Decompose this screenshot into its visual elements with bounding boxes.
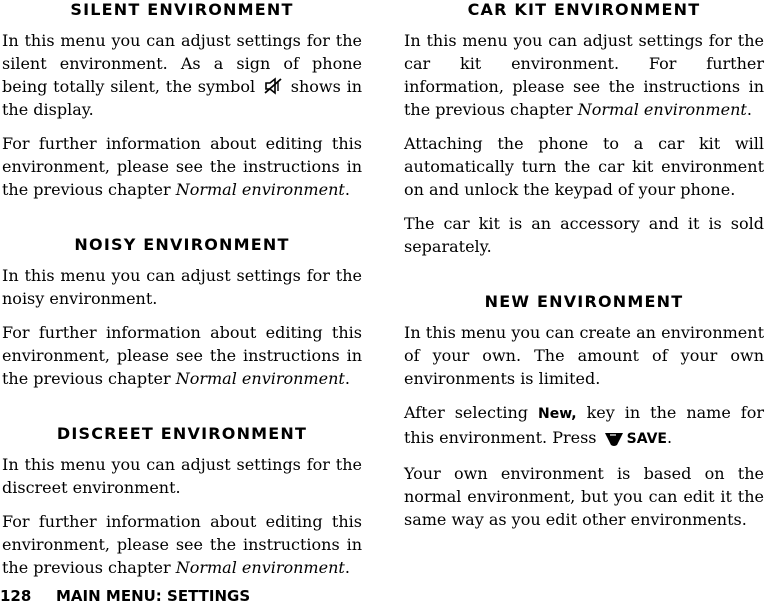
new-env-paragraph-1: In this menu you can create an environment of your own. The amount of your own environments is limited. bbox=[404, 323, 764, 388]
new-env-p2-text-b: key in the name for this environment. Press bbox=[404, 403, 764, 447]
new-env-p2-text-a: After selecting bbox=[404, 403, 539, 422]
noisy-paragraph-1: In this menu you can adjust settings for the noisy environment. bbox=[2, 266, 362, 308]
discreet-p2-text: For further information about editing this environment, please see the instructions in the previous chapter bbox=[2, 512, 362, 577]
carkit-paragraph-1 bbox=[404, 29, 764, 121]
new-option-label: New, bbox=[538, 406, 577, 422]
carkit-paragraph-2: Attaching the phone to a car kit will automatically turn the car kit environment on and unlock the keypad of your phone. bbox=[404, 134, 764, 199]
new-env-paragraph-2 bbox=[404, 401, 764, 451]
carkit-paragraph-3: The car kit is an accessory and it is sold separately. bbox=[404, 214, 764, 256]
noisy-chapter-ref: Normal environment bbox=[175, 369, 345, 388]
new-env-heading: NEW ENVIRONMENT bbox=[484, 292, 684, 311]
section-title: MAIN MENU: SETTINGS bbox=[56, 587, 251, 605]
silent-chapter-ref: Normal environment bbox=[175, 180, 345, 199]
noisy-heading: NOISY ENVIRONMENT bbox=[74, 235, 290, 254]
silent-p1-text: In this menu you can adjust settings for the silent environment. As a sign of phone being totally silent, the symbol bbox=[2, 31, 362, 96]
softkey-icon bbox=[604, 431, 624, 447]
page-number: 128 bbox=[0, 587, 32, 605]
silent-paragraph-2 bbox=[2, 132, 362, 201]
silent-p1-text-after: shows in the display. bbox=[2, 77, 363, 119]
silent-p2-text: For further information about editing this environment, please see the instructions in the previous chapter bbox=[2, 134, 362, 199]
noisy-p2-text: For further information about editing this environment, please see the instructions in the previous chapter bbox=[2, 323, 362, 388]
discreet-heading: DISCREET ENVIRONMENT bbox=[56, 424, 308, 443]
silent-p2-period: . bbox=[344, 180, 350, 199]
discreet-paragraph-1: In this menu you can adjust settings for the discreet environment. bbox=[2, 455, 362, 497]
silent-paragraph-1 bbox=[2, 29, 362, 121]
carkit-chapter-ref: Normal environment bbox=[577, 100, 747, 119]
left-column bbox=[2, 0, 362, 579]
discreet-chapter-ref: Normal environment bbox=[175, 558, 345, 577]
discreet-paragraph-2 bbox=[2, 510, 362, 579]
silent-symbol-icon bbox=[263, 77, 283, 95]
discreet-p2-period: . bbox=[344, 558, 350, 577]
right-column bbox=[404, 0, 764, 531]
carkit-p1-text: In this menu you can adjust settings for the car kit environment. For further information, please see the instructions in the previous chapter bbox=[404, 31, 764, 119]
new-env-paragraph-3: Your own environment is based on the normal environment, but you can edit it the same way as you edit other environments. bbox=[404, 464, 764, 529]
silent-heading: SILENT ENVIRONMENT bbox=[70, 0, 294, 19]
new-env-p2-period: . bbox=[666, 428, 673, 447]
carkit-heading: CAR KIT ENVIRONMENT bbox=[467, 0, 701, 19]
page-footer bbox=[0, 587, 250, 605]
save-key-label: SAVE bbox=[626, 431, 667, 447]
noisy-paragraph-2 bbox=[2, 321, 362, 390]
noisy-p2-period: . bbox=[344, 369, 350, 388]
carkit-p1-period: . bbox=[746, 100, 752, 119]
